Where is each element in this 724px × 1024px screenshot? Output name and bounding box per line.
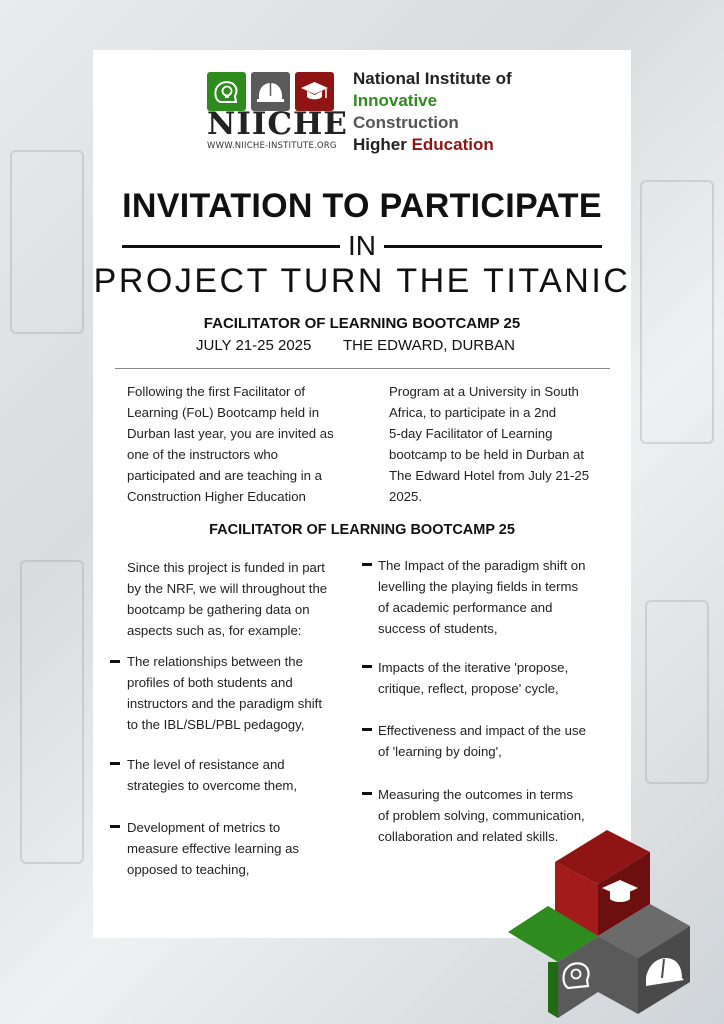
intro-line: Program at a University in South — [389, 384, 579, 399]
institute-line-4 — [353, 134, 512, 156]
bullet-line: Impacts of the iterative 'propose, — [378, 660, 569, 675]
intro-line: one of the instructors who — [127, 447, 279, 462]
bullet-line: critique, reflect, propose' cycle, — [378, 681, 559, 696]
bullet-line: Effectiveness and impact of the use — [378, 723, 586, 738]
background-shape — [10, 150, 84, 334]
intro-line: Learning (FoL) Bootcamp held in — [127, 405, 320, 420]
bullet-line: of 'learning by doing', — [378, 744, 502, 759]
institute-name — [353, 68, 512, 156]
institute-line-1: National Institute of — [353, 69, 512, 88]
institute-line-3: Construction — [353, 113, 459, 132]
intro-right-column — [389, 381, 614, 507]
bullet-line: The level of resistance and — [127, 757, 285, 772]
event-venue: THE EDWARD, DURBAN — [343, 337, 515, 354]
bullet-line: collaboration and related skills. — [378, 829, 559, 844]
event-name: FACILITATOR OF LEARNING BOOTCAMP 25 — [203, 315, 521, 332]
bullet-dash — [362, 563, 372, 566]
lead-line: by the NRF, we will throughout the — [127, 581, 328, 596]
bullet-line: of academic performance and — [378, 600, 553, 615]
bullet-line: to the IBL/SBL/PBL pedagogy, — [127, 717, 305, 732]
bullet-line: measure effective learning as — [127, 841, 300, 856]
bullet-line: of problem solving, communication, — [378, 808, 585, 823]
bullet-line: The Impact of the paradigm shift on — [378, 558, 586, 573]
bullet-line: opposed to teaching, — [127, 862, 250, 877]
bullet-line: The relationships between the — [127, 654, 303, 669]
background-shape — [640, 180, 714, 444]
title-connector — [122, 228, 602, 262]
bullet-line: levelling the playing fields in terms — [378, 579, 579, 594]
intro-line: bootcamp to be held in Durban at — [389, 447, 585, 462]
niiche-logo — [115, 64, 555, 154]
bullet-item — [127, 651, 357, 735]
project-title: PROJECT TURN THE TITANIC — [93, 262, 631, 300]
intro-line: Africa, to participate in a 2nd — [389, 405, 557, 420]
intro-line: The Edward Hotel from July 21-25 — [389, 468, 590, 483]
bullet-item — [127, 754, 357, 796]
green-cube-front — [548, 962, 558, 1018]
intro-line: Durban last year, you are invited as — [127, 426, 334, 441]
lead-line: bootcamp be gathering data on — [127, 602, 310, 617]
bullet-dash — [110, 660, 120, 663]
bullet-item — [127, 817, 357, 880]
background-shape — [645, 600, 709, 784]
institute-line-4b: Education — [411, 135, 494, 154]
bullet-item — [378, 555, 618, 639]
logo-url[interactable]: WWW.NIICHE-INSTITUTE.ORG — [207, 141, 337, 151]
bullet-line: Measuring the outcomes in terms — [378, 787, 573, 802]
intro-line: Following the first Facilitator of — [127, 384, 306, 399]
bullet-dash — [110, 762, 120, 765]
lead-line: Since this project is funded in part — [127, 560, 325, 575]
event-date: JULY 21-25 2025 — [196, 337, 312, 354]
background-shape — [20, 560, 84, 864]
divider — [115, 368, 610, 369]
bullet-line: strategies to overcome them, — [127, 778, 298, 793]
page-title: INVITATION TO PARTICIPATE — [122, 187, 602, 225]
bullet-dash — [110, 825, 120, 828]
bullet-item — [378, 720, 618, 762]
institute-line-2: Innovative — [353, 91, 438, 110]
intro-line: Construction Higher Education — [127, 489, 306, 504]
intro-line: participated and are teaching in a — [127, 468, 323, 483]
section-heading: FACILITATOR OF LEARNING BOOTCAMP 25 — [209, 522, 515, 538]
intro-left-column — [127, 381, 367, 507]
bullet-line: instructors and the paradigm shift — [127, 696, 322, 711]
bullet-dash — [362, 728, 372, 731]
bullet-line: Development of metrics to — [127, 820, 281, 835]
institute-line-4a: Higher — [353, 135, 407, 154]
intro-line: 5-day Facilitator of Learning — [389, 426, 553, 441]
bullet-item — [378, 657, 618, 699]
bullet-dash — [362, 665, 372, 668]
bullet-line: success of students, — [378, 621, 498, 636]
intro-line: 2025. — [389, 489, 423, 504]
decorative-cubes — [500, 822, 724, 1024]
lead-line: aspects such as, for example: — [127, 623, 302, 638]
bullet-dash — [362, 792, 372, 795]
connector-text: IN — [348, 230, 376, 261]
section-lead — [127, 557, 357, 641]
logo-wordmark: NIICHE — [207, 106, 348, 142]
bullet-line: profiles of both students and — [127, 675, 293, 690]
connector-line-right — [384, 245, 602, 248]
